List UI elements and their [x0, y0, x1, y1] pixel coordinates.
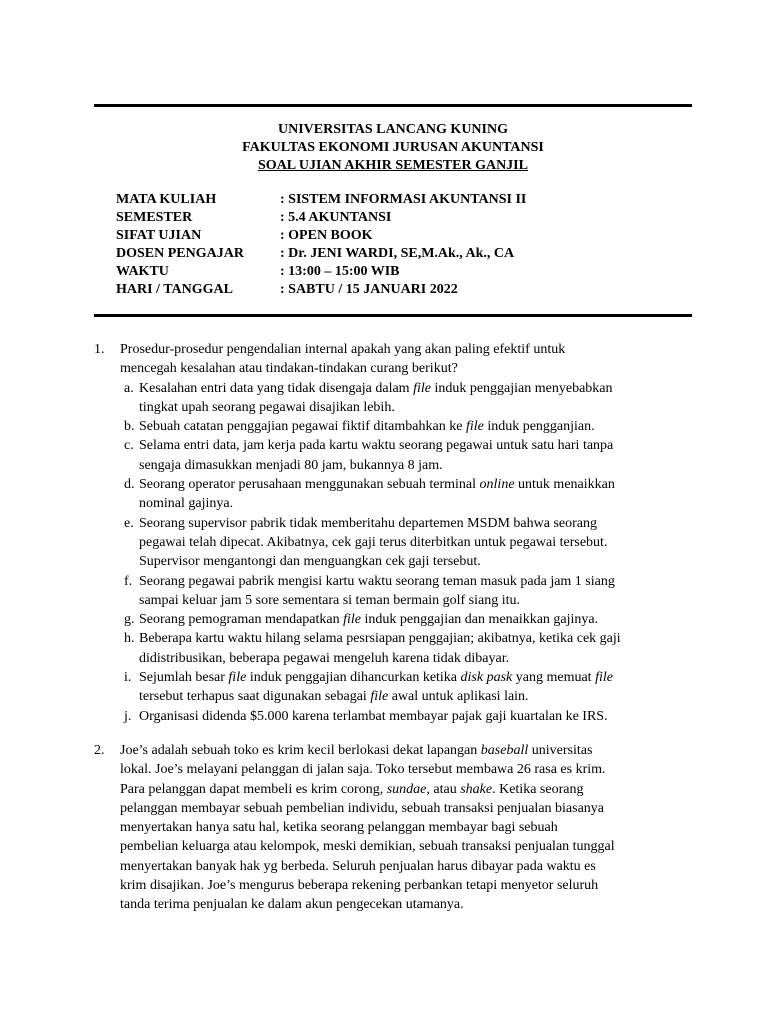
text-run: . Ketika seorang	[492, 781, 584, 797]
info-value: : OPEN BOOK	[280, 228, 373, 243]
text-run: Seorang operator perusahaan menggunakan sebuah terminal	[139, 477, 480, 493]
text-run: tersebut terhapus saat digunakan sebagai	[139, 689, 371, 705]
italic-term: file	[343, 612, 361, 628]
text-run: sampai keluar jam 5 sore sementara si teman bermain golf siang itu.	[139, 592, 520, 608]
info-value: : Dr. JENI WARDI, SE,M.Ak., Ak., CA	[280, 246, 515, 261]
text-run: induk pengganjian.	[483, 419, 595, 435]
stem-line: mencegah kesalahan atau tindakan-tindakan curang berikut?	[120, 361, 458, 377]
text-run: Supervisor mengantongi dan menguangkan cek gaji tersebut.	[139, 554, 481, 570]
info-label: SEMESTER	[116, 210, 193, 225]
info-label: SIFAT UJIAN	[116, 228, 202, 243]
university-name: UNIVERSITAS LANCANG KUNING	[278, 122, 508, 137]
text-run: induk penggajian dan menaikkan gajinya.	[360, 612, 599, 628]
option-text	[139, 572, 694, 611]
text-run: yang memuat	[512, 670, 596, 686]
answer-options-list	[124, 379, 694, 726]
text-run: universitas	[528, 743, 593, 758]
option-line	[139, 379, 694, 398]
text-run: Para pelanggan dapat membeli es krim corong,	[120, 781, 387, 797]
option-text	[139, 629, 694, 668]
answer-option	[124, 668, 694, 707]
text-run: Seorang pegawai pabrik mengisi kartu waktu seorang teman masuk pada jam 1 siang	[139, 573, 615, 589]
text-run: lokal. Joe’s melayani pelanggan di jalan saja. Toko tersebut membawa 26 rasa es krim.	[120, 762, 606, 778]
paragraph-line	[120, 760, 694, 779]
text-run: Kesalahan entri data yang tidak disengaja dalam	[139, 380, 414, 396]
info-label: DOSEN PENGAJAR	[116, 246, 244, 261]
stem-line: Prosedur-prosedur pengendalian internal apakah yang akan paling efektif untuk	[120, 342, 566, 357]
info-label: WAKTU	[116, 264, 169, 279]
question-1	[94, 340, 694, 726]
info-row	[116, 227, 526, 245]
paragraph-line	[120, 876, 694, 895]
answer-option	[124, 514, 694, 572]
info-row	[116, 281, 526, 299]
question-stem	[120, 340, 694, 379]
option-line	[139, 417, 694, 436]
info-label: MATA KULIAH	[116, 192, 217, 207]
italic-term: file	[595, 670, 613, 686]
info-row	[116, 245, 526, 263]
option-text	[139, 610, 694, 629]
text-run: induk penggajian dihancurkan ketika	[246, 670, 461, 686]
text-run: Seorang pemograman mendapatkan	[139, 612, 344, 628]
info-label: HARI / TANGGAL	[116, 282, 233, 297]
italic-term: online	[479, 477, 515, 493]
exam-title: SOAL UJIAN AKHIR SEMESTER GANJIL	[258, 158, 528, 173]
italic-term: file	[465, 419, 484, 435]
text-run: Sejumlah besar	[139, 670, 229, 686]
option-label: g.	[124, 612, 135, 628]
info-row	[116, 263, 526, 281]
text-run: Sebuah catatan penggajian pegawai fiktif ditambahkan ke	[139, 419, 466, 435]
option-line	[139, 456, 694, 475]
text-run: induk penggajian menyebabkan	[430, 380, 613, 396]
italic-term: file	[370, 689, 389, 705]
text-run: sengaja dimasukkan menjadi 80 jam, bukannya 8 jam.	[139, 457, 443, 473]
option-text	[139, 379, 694, 418]
text-run: awal untuk aplikasi lain.	[388, 689, 529, 705]
paragraph-line	[120, 857, 694, 876]
option-text	[139, 707, 694, 726]
text-run: pembelian keluarga atau kelompok, meski demikian, sebuah transaksi penjualan tunggal	[120, 839, 615, 855]
question-number: 2.	[94, 743, 105, 758]
option-line	[139, 533, 694, 552]
option-label: h.	[124, 631, 135, 647]
option-line	[139, 610, 694, 629]
text-run: pelanggan membayar sebuah pembelian individu, sebuah transaksi penjualan biasanya	[120, 800, 605, 816]
top-divider	[94, 104, 692, 107]
option-line	[139, 629, 694, 648]
option-line	[139, 572, 694, 591]
text-run: Organisasi didenda $5.000 karena terlambat membayar pajak gaji kuartalan ke IRS.	[139, 708, 608, 724]
option-text	[139, 436, 694, 475]
option-line	[139, 591, 694, 610]
exam-info-table	[116, 191, 526, 299]
option-text	[139, 417, 694, 436]
exam-header	[94, 121, 692, 175]
info-value: : 5.4 AKUNTANSI	[280, 210, 392, 225]
italic-term: shake	[460, 781, 493, 797]
option-line	[139, 475, 694, 494]
question-2	[94, 741, 694, 915]
answer-option	[124, 610, 694, 629]
option-line	[139, 552, 694, 571]
option-line	[139, 649, 694, 668]
text-run: menyertakan banyak hak yg berbeda. Seluruh penjualan harus dibayar pada waktu es	[120, 858, 596, 874]
answer-option	[124, 572, 694, 611]
paragraph-line	[120, 895, 694, 914]
info-value: : SISTEM INFORMASI AKUNTANSI II	[280, 192, 527, 207]
text-run: didistribusikan, beberapa pegawai mengeluh karena tidak dibayar.	[139, 650, 510, 666]
option-text	[139, 475, 694, 514]
text-run: tanda terima penjualan ke dalam akun pengecekan utamanya.	[120, 897, 464, 913]
option-text	[139, 514, 694, 572]
text-run: nominal gajinya.	[139, 496, 234, 512]
text-run: Selama entri data, jam kerja pada kartu waktu seorang pegawai untuk satu hari tanpa	[139, 438, 614, 454]
text-run: tingkat upah seorang pegawai disajikan lebih.	[139, 399, 395, 415]
info-row	[116, 191, 526, 209]
info-row	[116, 209, 526, 227]
option-label: f.	[124, 573, 133, 589]
italic-term: disk pask	[460, 670, 513, 686]
text-run: Seorang supervisor pabrik tidak memberitahu departemen MSDM bahwa seorang	[139, 515, 597, 531]
text-run: pegawai telah dipecat. Akibatnya, cek gaji terus diterbitkan untuk pegawai tersebut.	[139, 534, 608, 550]
option-line	[139, 687, 694, 706]
option-label: e.	[124, 515, 134, 531]
paragraph-line	[120, 780, 694, 799]
option-line	[139, 707, 694, 726]
info-value: : 13:00 – 15:00 WIB	[280, 264, 400, 279]
option-label: j.	[124, 708, 132, 724]
paragraph-line	[120, 799, 694, 818]
section-divider	[94, 314, 692, 317]
italic-term: baseball	[480, 743, 529, 758]
option-label: a.	[124, 380, 134, 396]
option-line	[139, 398, 694, 417]
italic-term: sundae,	[386, 781, 430, 797]
option-text	[139, 668, 694, 707]
answer-option	[124, 629, 694, 668]
question-body	[120, 741, 694, 915]
italic-term: file	[413, 380, 431, 396]
answer-option	[124, 379, 694, 418]
text-run: untuk menaikkan	[514, 477, 615, 493]
option-label: b.	[124, 419, 135, 435]
text-run: menyertakan hanya satu hal, ketika seorang pelanggan membayar bagi sebuah	[120, 820, 558, 836]
text-run: krim disajikan. Joe’s mengurus beberapa rekening perbankan tetapi menyetor seluruh	[120, 878, 599, 894]
paragraph-line	[120, 837, 694, 856]
info-value: : SABTU / 15 JANUARI 2022	[280, 282, 458, 297]
option-label: d.	[124, 477, 135, 493]
option-label: i.	[124, 670, 132, 686]
italic-term: file	[228, 670, 247, 686]
faculty-name: FAKULTAS EKONOMI JURUSAN AKUNTANSI	[242, 140, 544, 155]
text-run: Beberapa kartu waktu hilang selama pesrsiapan penggajian; akibatnya, ketika cek gaji	[139, 631, 621, 647]
option-line	[139, 668, 694, 687]
answer-option	[124, 707, 694, 726]
option-line	[139, 514, 694, 533]
text-run: Joe’s adalah sebuah toko es krim kecil berlokasi dekat lapangan	[120, 743, 481, 758]
text-run: atau	[429, 781, 461, 797]
option-label: c.	[124, 438, 134, 454]
answer-option	[124, 475, 694, 514]
option-line	[139, 494, 694, 513]
option-line	[139, 436, 694, 455]
paragraph-line	[120, 741, 694, 760]
question-number: 1.	[94, 342, 105, 357]
paragraph-line	[120, 818, 694, 837]
answer-option	[124, 436, 694, 475]
answer-option	[124, 417, 694, 436]
